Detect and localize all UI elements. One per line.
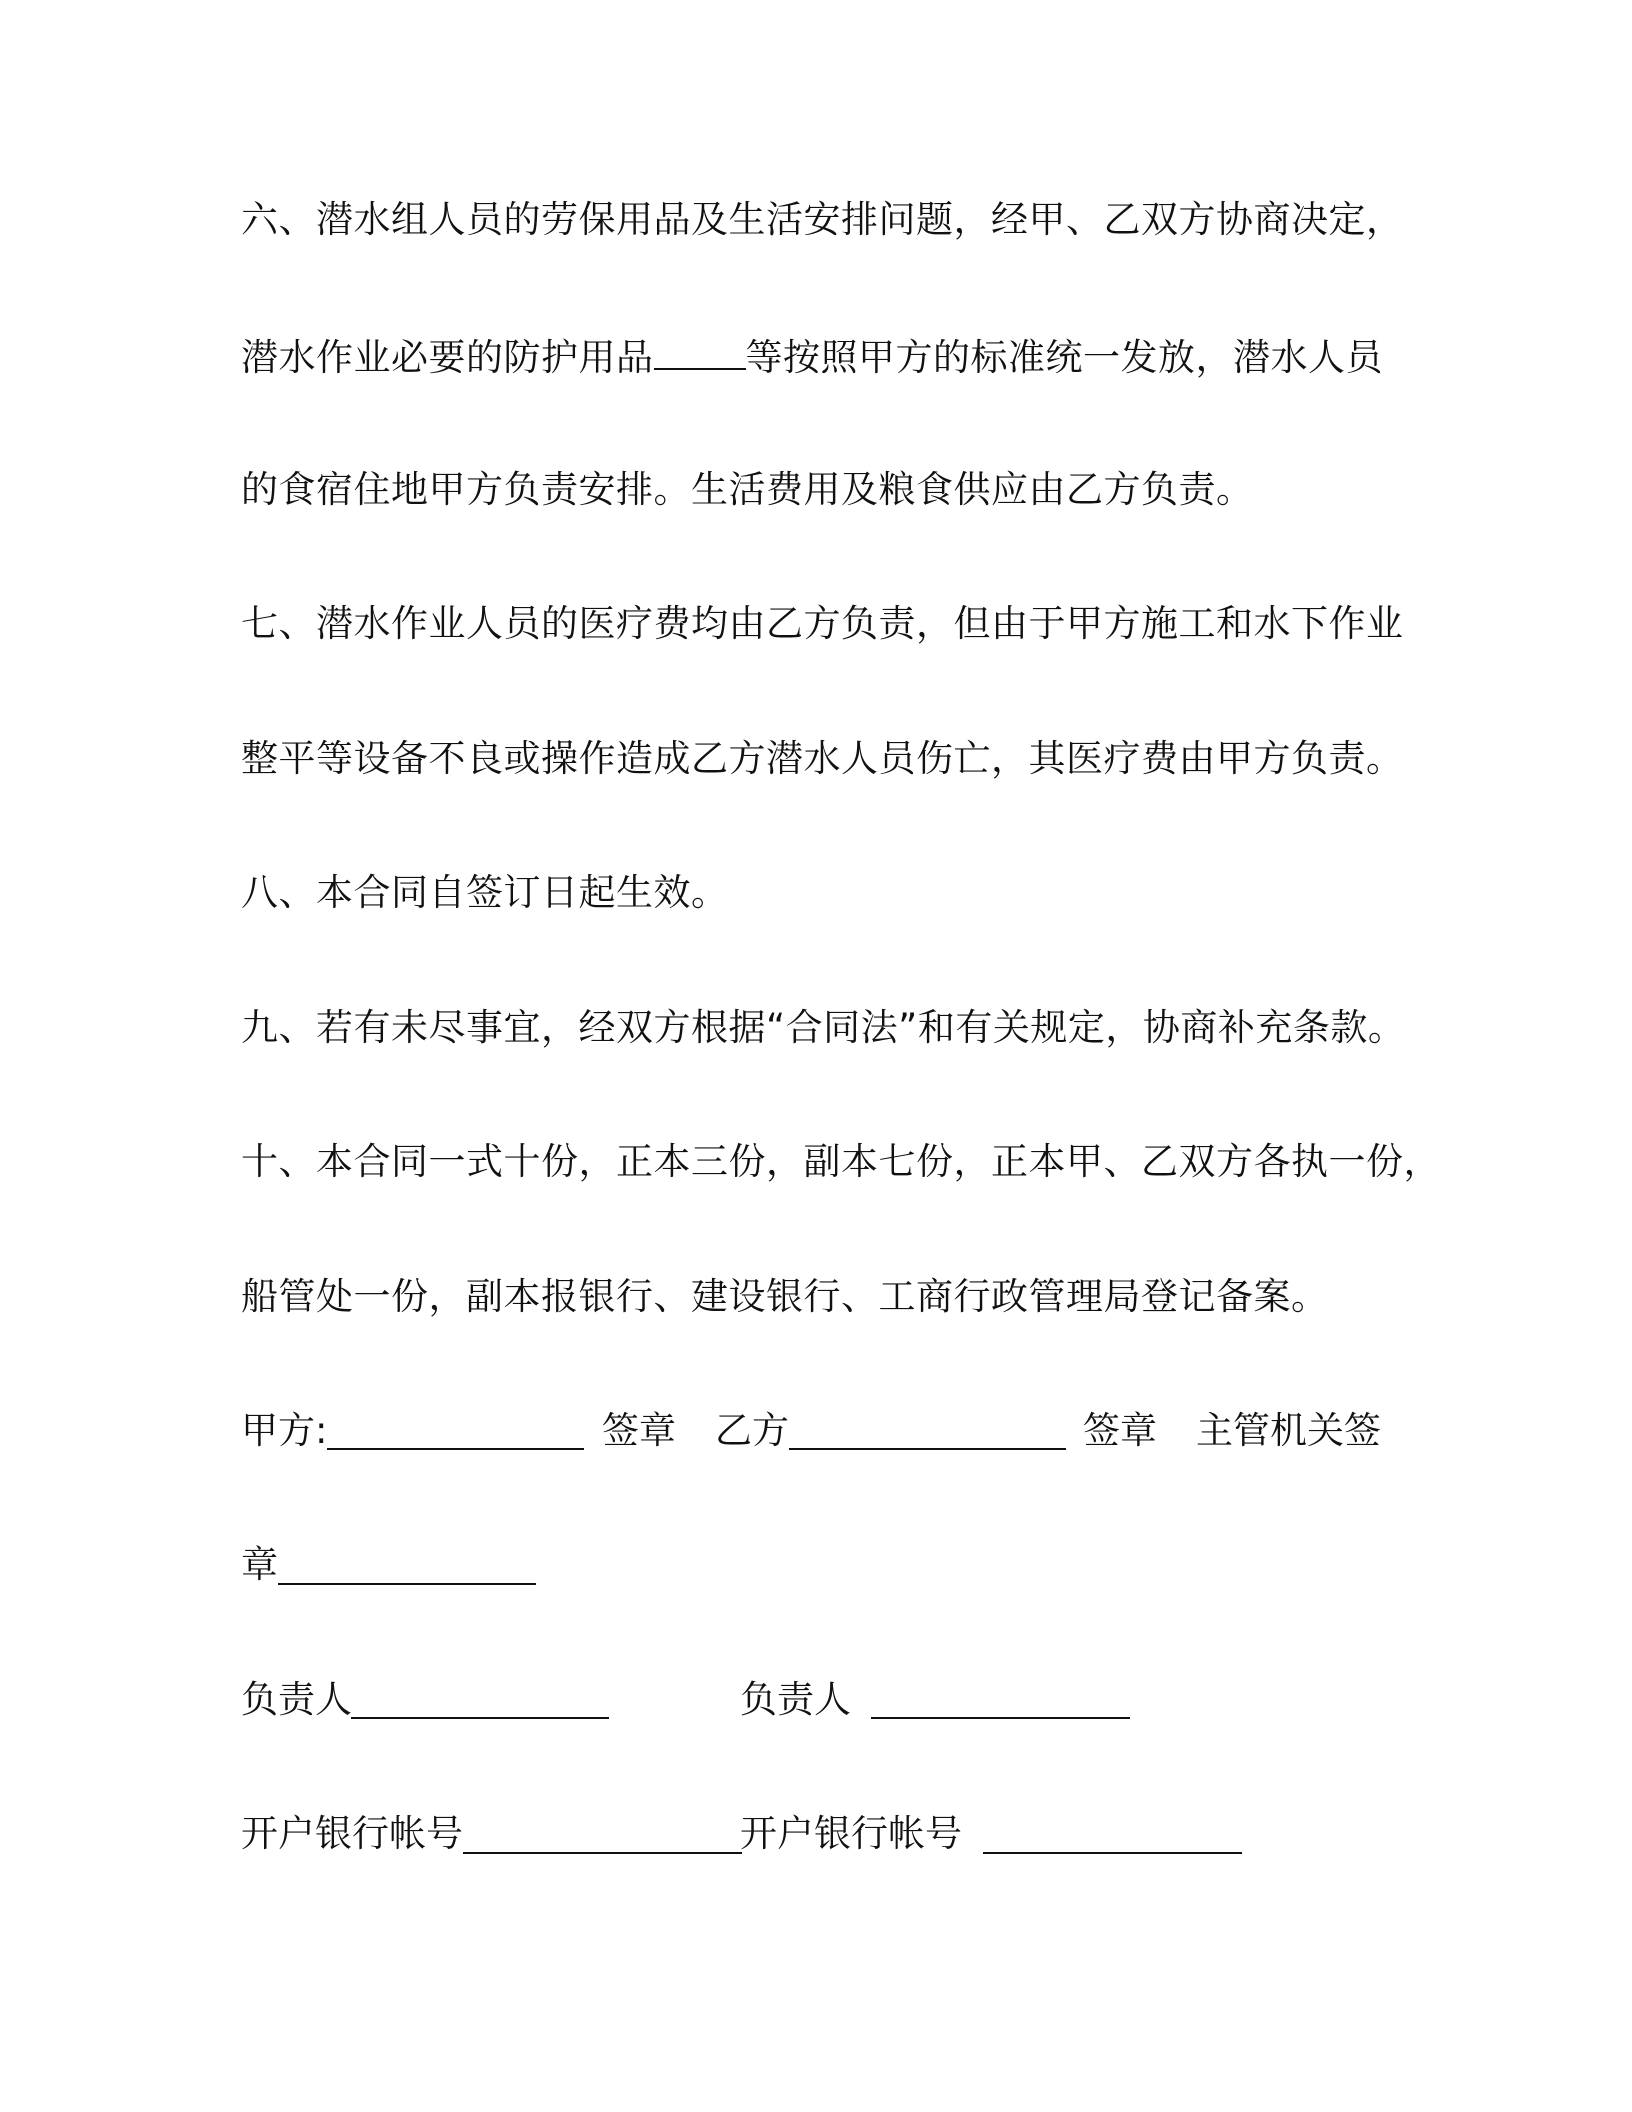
party-b-label: 乙方 [715,1409,789,1452]
clause-10-line-1: 十、本合同一式十份，正本三份，副本七份，正本甲、乙双方各执一份， [241,1140,1441,1183]
party-b-responsible-blank[interactable] [871,1717,1130,1719]
party-a-blank[interactable] [327,1448,584,1450]
clause-6-line-1: 六、潜水组人员的劳保用品及生活安排问题，经甲、乙双方协商决定， [241,198,1404,241]
clause-7-line-1: 七、潜水作业人员的医疗费均由乙方负责，但由于甲方施工和水下作业 [241,602,1404,645]
party-b-blank[interactable] [789,1448,1066,1450]
clause-6-line-2-end: 等按照甲方的标准统一发放，潜水人员 [745,336,1383,379]
party-a-bank-account-label: 开户银行帐号 [241,1812,463,1855]
clause-6-line-2-start: 潜水作业必要的防护用品 [241,336,654,379]
clause-7-line-2: 整平等设备不良或操作造成乙方潜水人员伤亡，其医疗费由甲方负责。 [241,737,1404,780]
protective-gear-blank[interactable] [654,330,746,370]
party-a-bank-account-blank[interactable] [463,1852,742,1854]
clause-6-line-3: 的食宿住地甲方负责安排。生活费用及粮食供应由乙方负责。 [241,468,1254,511]
authority-seal-blank[interactable] [278,1583,536,1585]
party-a-responsible-blank[interactable] [351,1717,609,1719]
authority-seal-label-cont: 章 [241,1543,278,1586]
clause-10-line-2: 船管处一份，副本报银行、建设银行、工商行政管理局登记备案。 [241,1275,1329,1318]
clause-9: 九、若有未尽事宜，经双方根据“合同法”和有关规定，协商补充条款。 [241,1006,1406,1049]
party-b-responsible-label: 负责人 [740,1678,851,1721]
party-b-seal-label: 签章 [1083,1409,1157,1452]
party-a-seal-label: 签章 [602,1409,676,1452]
party-a-label: 甲方: [241,1409,328,1452]
clause-6-line-2 [241,330,1383,383]
authority-seal-label: 主管机关签 [1196,1409,1381,1452]
party-b-bank-account-label: 开户银行帐号 [740,1812,962,1855]
party-a-responsible-label: 负责人 [241,1678,352,1721]
party-b-bank-account-blank[interactable] [983,1852,1242,1854]
clause-8: 八、本合同自签订日起生效。 [241,871,729,914]
